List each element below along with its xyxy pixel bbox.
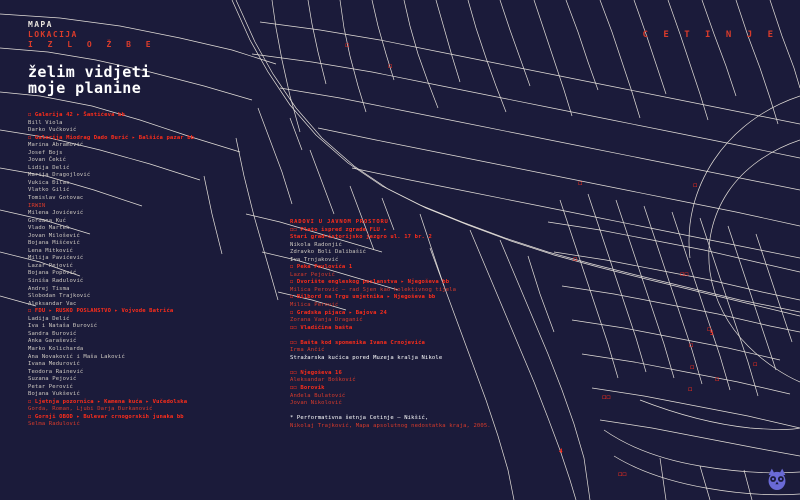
venue-left-item: Vlatko Gilić [28, 187, 70, 194]
venue-right-item: Jovan Nikolović [290, 400, 342, 407]
venue-left-item: Darko Vučković [28, 127, 77, 134]
map-marker[interactable]: ◻ [573, 255, 578, 263]
venue-left-item: Marko Kolicharda [28, 345, 84, 352]
venue-left-item: IRWIN [28, 202, 46, 209]
logo-line-2: LOKACIJA [28, 30, 78, 39]
map-marker[interactable]: ◻ [753, 360, 758, 368]
map-number-marker[interactable]: 5 [710, 330, 714, 337]
venue-left-item: Tomislav Gotovac [28, 195, 84, 202]
venue-right-item[interactable]: ◻◻ Vladičina bašta [290, 324, 353, 331]
venue-left-item: Lazar Pejović [28, 262, 73, 269]
venue-left-item: Selma Radulović [28, 421, 80, 428]
venue-left-item: Sandra Đurović [28, 330, 77, 337]
venue-left-item: Ivana Medurović [28, 361, 80, 368]
venue-right-item: Stražarska kućica pored Muzeja kralja Nikole [290, 354, 443, 361]
venue-left-item: Siniša Radulović [28, 278, 84, 285]
map-marker[interactable]: ◻ [688, 385, 693, 393]
venue-right-item[interactable]: ◻◻ Bašta kod spomenika Ivana Crnojevića [290, 339, 425, 346]
map-marker[interactable]: ◻◻ [602, 393, 611, 401]
venue-left-item: Slobodan Trajković [28, 293, 91, 300]
venue-left-item: Josef Bojs [28, 149, 63, 156]
venue-right-item[interactable]: ◻ Peka Pavlovića 1 [290, 264, 353, 271]
venue-left-item: Lidija Delić [28, 164, 70, 171]
venue-right-item[interactable]: ◻ Bilbord na Trgu umjetnika ▸ Njegoševa bb [290, 294, 436, 301]
venue-right-item[interactable]: Stari grad–istorijsko jezgro ul. 17 br. 2 [290, 234, 432, 241]
venue-left-item: Gordana Kuć [28, 217, 67, 224]
venue-left-item[interactable]: ◻ Galerija Miodrag Dado Đurić ▸ Balšića pazar bb [28, 134, 195, 141]
venue-right-item[interactable]: ◻◻ Njegoševa 16 [290, 369, 342, 376]
venue-right-item: Nikolaj Trajković, Mapa apsolutnog nedostatka kraja, 2005. [290, 422, 491, 429]
venue-right-item: RADOVI U JAVNOM PROSTORU [290, 219, 389, 225]
venue-left-item: Milija Pavićević [28, 255, 84, 262]
venue-left-item: Aleksandar Vac [28, 300, 77, 307]
venue-left-item: Bojana Vukšević [28, 391, 80, 398]
venue-left-item: Vlado Martek [28, 225, 70, 232]
venue-left-item: Gorda, Roman, Ljubi Darja Đurkanović [28, 406, 153, 413]
venue-right-item[interactable]: ◻◻ Borovik [290, 385, 325, 392]
title-line-1: želim vidjeti [28, 63, 151, 81]
city-label: C E T I N J E [642, 30, 778, 40]
map-marker[interactable]: ◻ [715, 375, 720, 383]
venue-left-item: Ladija Delić [28, 315, 70, 322]
logo-line-1: MAPA [28, 20, 53, 29]
map-marker[interactable]: ◻ [689, 341, 694, 349]
logo-line-3: I Z L O Ž B E [28, 40, 156, 49]
venue-left-item: Milena Jovićević [28, 210, 84, 217]
venue-left-item: Ana Novaković i Maša Laković [28, 353, 125, 360]
map-marker[interactable]: ◻ [690, 363, 695, 371]
venue-right-item[interactable]: ◻ Gradska pijaca ▸ Bajova 24 [290, 309, 387, 316]
owl-logo-icon [764, 466, 790, 492]
map-logo [28, 20, 156, 50]
venue-left-item: Marija Dragojlović [28, 172, 91, 179]
venue-left-item: Bojana Mišćević [28, 240, 80, 247]
venue-right-item[interactable]: ◻ Dvorište engleskog poslanstva ▸ Njegoševa bb [290, 279, 450, 286]
venue-right-item: Lazar Pejović [290, 271, 335, 278]
venue-left-item: Lena Mitković [28, 247, 73, 254]
venue-right-item: Iva Trnjaković [290, 256, 339, 263]
venue-right-item: * Performativna šetnja Cetinje – Nikšić, [290, 415, 429, 422]
venue-list-left [28, 112, 278, 429]
map-number-marker[interactable]: 4 [559, 448, 563, 455]
venue-left-item: Andrej Tisma [28, 285, 70, 292]
map-marker[interactable]: ◻ [693, 181, 698, 189]
title-line-2: moje planine [28, 79, 142, 97]
venue-left-item: Vukica Đilas [28, 179, 70, 186]
venue-left-item: Petar Perović [28, 383, 73, 390]
venue-right-item: Nikola Radonjić [290, 241, 342, 248]
venue-right-item: Aleksandar Bošković [290, 377, 356, 384]
map-marker[interactable]: ◻◻ [618, 470, 627, 478]
venue-left-item: Suzana Pejović [28, 376, 77, 383]
venue-left-item: Jovan Čekić [28, 157, 67, 164]
venue-right-item: Milica Perović – rad Sjen kao kolektivnog tijela [290, 286, 457, 293]
page-title [28, 64, 151, 96]
venue-left-item: Jovan Milošević [28, 232, 80, 239]
venue-right-item: Zdravko Boli Dalibašić [290, 249, 367, 256]
venue-list-right [290, 219, 590, 430]
venue-left-item: Anka Garašević [28, 338, 77, 345]
map-marker[interactable]: ◻ [707, 325, 712, 333]
venue-left-item: Bill Viola [28, 119, 63, 126]
venue-left-item[interactable]: ◻ Ljetnja pozornica ▸ Kamena kuća ▸ Vučedolska [28, 398, 188, 405]
venue-left-item[interactable]: ◻ Galerija 42 ▸ Šantićeva bb [28, 112, 125, 118]
venue-right-item: Milica Perović [290, 302, 339, 309]
venue-left-item: Iva i Nataša Đurović [28, 323, 98, 330]
map-marker[interactable]: ◻ [345, 41, 350, 49]
venue-right-item: Zorana Vanja Draganić [290, 317, 363, 324]
venue-left-item[interactable]: ◻ FDU ▸ RUSKO POSLANSTVO ▸ Vojvode Batrića [28, 308, 174, 315]
venue-right-item[interactable]: ◻◻ Plato ispred zgrade FLU ▸ [290, 226, 387, 233]
venue-right-item: Irma Ančić [290, 347, 325, 354]
map-marker[interactable]: ◻ [578, 179, 583, 187]
map-marker[interactable]: ◻◻ [680, 270, 689, 278]
venue-right-item: Anđela Bulatović [290, 392, 346, 399]
venue-left-item: Bojana Popović [28, 270, 77, 277]
venue-left-item: Marina Abramović [28, 142, 84, 149]
venue-right-item [290, 332, 590, 340]
venue-right-item [290, 362, 590, 370]
venue-left-item[interactable]: ◻ Gornji OBOD ▸ Bulevar crnogorskih junaka bb [28, 413, 184, 420]
map-marker[interactable]: ◻ [388, 62, 393, 70]
venue-left-item: Teodora Rainević [28, 368, 84, 375]
